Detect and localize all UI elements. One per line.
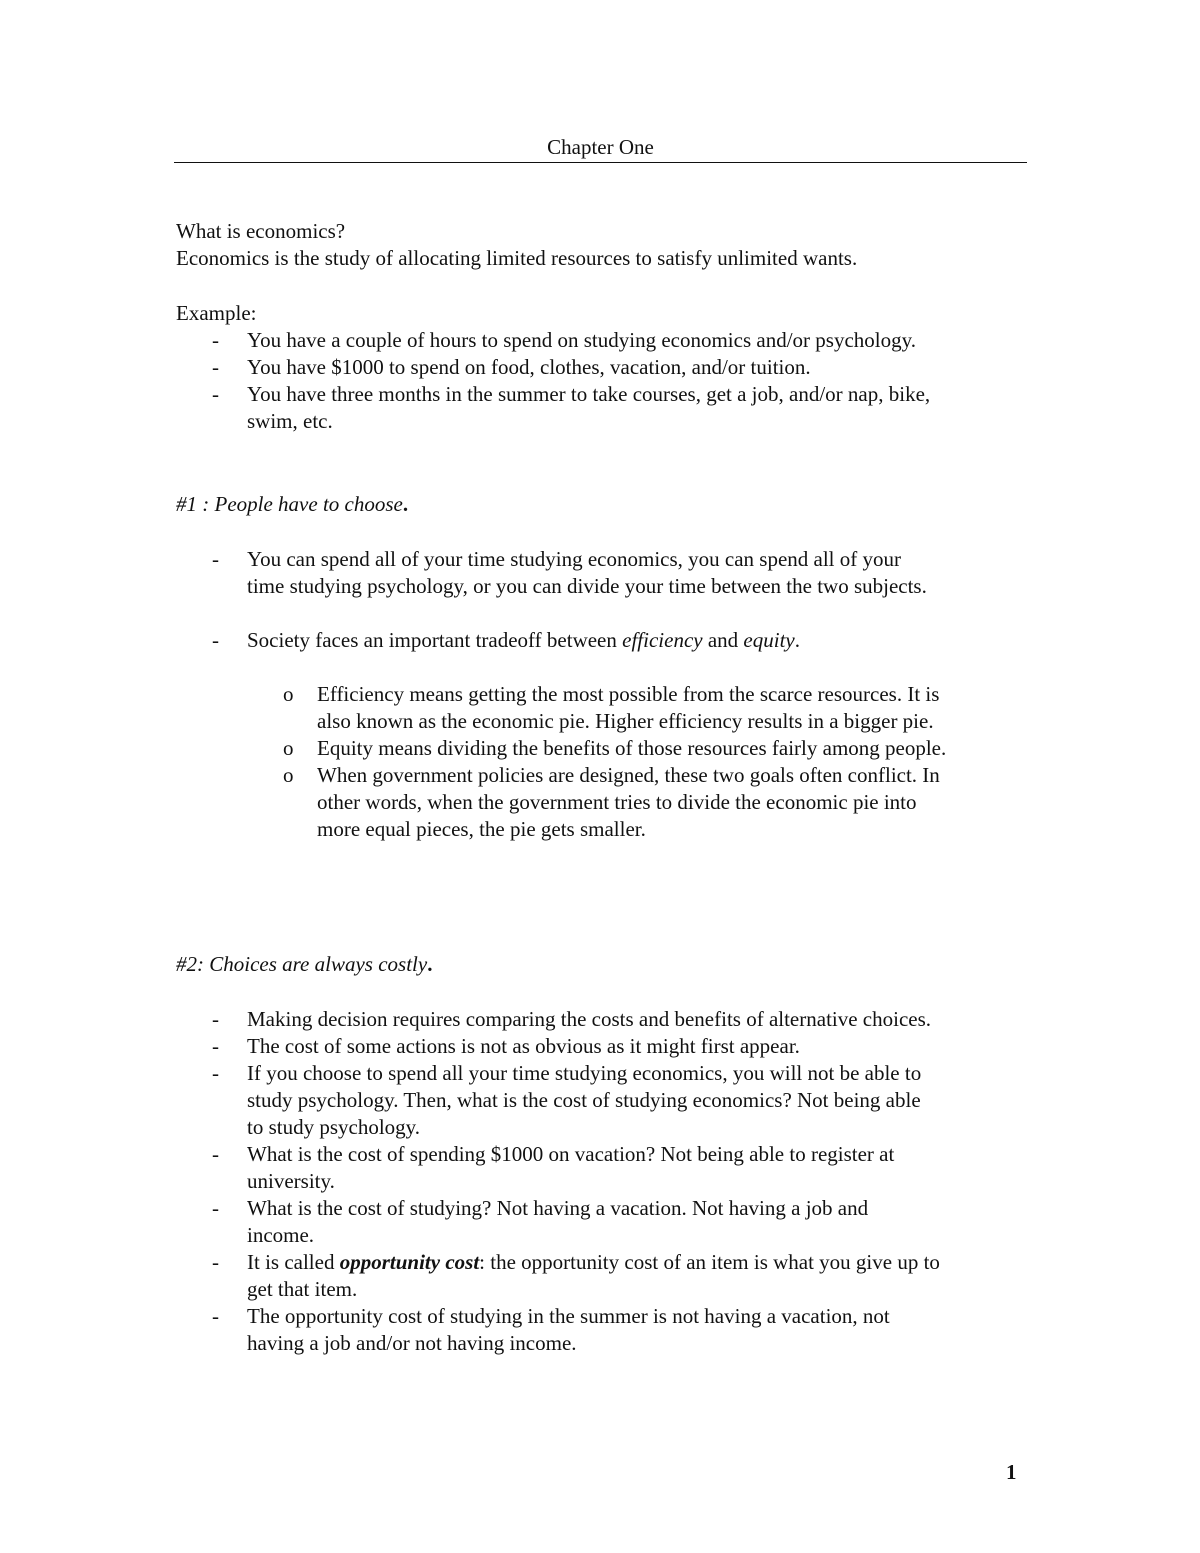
list-item xyxy=(176,354,1036,381)
sub-list-item-text: other words, when the government tries to divide the economic pie into xyxy=(317,790,917,814)
text-run: Society faces an important tradeoff between xyxy=(247,628,623,652)
section-1-sub-list xyxy=(176,681,1036,843)
dash-bullet: - xyxy=(212,382,219,406)
list-item xyxy=(176,1249,1036,1303)
list-item-text: What is the cost of studying? Not having a vacation. Not having a job and xyxy=(247,1196,869,1220)
circle-bullet: o xyxy=(283,763,294,787)
sub-list-item xyxy=(176,762,1036,843)
list-item xyxy=(176,1303,1036,1357)
dash-bullet: - xyxy=(212,1304,219,1328)
circle-bullet: o xyxy=(283,682,294,706)
intro-section xyxy=(176,218,1036,272)
dash-bullet: - xyxy=(212,1007,219,1031)
list-item-text: The opportunity cost of studying in the summer is not having a vacation, not xyxy=(247,1304,890,1328)
sub-list-item-text: When government policies are designed, these two goals often conflict. In xyxy=(317,763,940,787)
section-heading-text: #2: Choices are always costly xyxy=(176,952,428,976)
list-item-text: university. xyxy=(247,1169,335,1193)
intro-definition: Economics is the study of allocating limited resources to satisfy unlimited wants. xyxy=(176,246,858,270)
list-item-text: You have $1000 to spend on food, clothes, vacation, and/or tuition. xyxy=(247,355,811,379)
section-heading-period: . xyxy=(427,952,433,976)
dash-bullet: - xyxy=(212,355,219,379)
sub-list-item-text: Efficiency means getting the most possible from the scarce resources. It is xyxy=(317,682,940,706)
list-item-text: You have three months in the summer to take courses, get a job, and/or nap, bike, xyxy=(247,382,931,406)
page-number: 1 xyxy=(1006,1460,1017,1484)
list-item-text: to study psychology. xyxy=(247,1115,421,1139)
list-item-text: The cost of some actions is not as obvious as it might first appear. xyxy=(247,1034,800,1058)
sub-list-item-text: Equity means dividing the benefits of those resources fairly among people. xyxy=(317,736,947,760)
header-rule xyxy=(174,162,1027,163)
dash-bullet: - xyxy=(212,1250,219,1274)
list-item-text: income. xyxy=(247,1223,315,1247)
section-2-heading xyxy=(176,951,1036,978)
text-run: . xyxy=(794,628,800,652)
list-item-text: study psychology. Then, what is the cost of studying economics? Not being able xyxy=(247,1088,921,1112)
list-item xyxy=(176,1006,1036,1033)
list-item-text: Making decision requires comparing the costs and benefits of alternative choices. xyxy=(247,1007,932,1031)
dash-bullet: - xyxy=(212,547,219,571)
list-item-text: get that item. xyxy=(247,1277,358,1301)
efficiency-term: efficiency xyxy=(622,628,703,652)
list-item xyxy=(176,1141,1036,1195)
section-heading-text: #1 : People have to choose xyxy=(176,492,403,516)
dash-bullet: - xyxy=(212,1142,219,1166)
list-item-text: swim, etc. xyxy=(247,409,333,433)
dash-bullet: - xyxy=(212,1196,219,1220)
list-item xyxy=(176,381,1036,435)
text-run: and xyxy=(702,628,744,652)
list-item xyxy=(176,627,1036,654)
example-section xyxy=(176,300,1036,435)
section-1-item-1 xyxy=(176,546,1036,600)
list-item xyxy=(176,546,1036,600)
list-item-text: You have a couple of hours to spend on studying economics and/or psychology. xyxy=(247,328,916,352)
section-1-heading xyxy=(176,491,1036,518)
opportunity-cost-term: opportunity cost xyxy=(339,1250,480,1274)
sub-list-item xyxy=(176,681,1036,735)
circle-bullet: o xyxy=(283,736,294,760)
list-item xyxy=(176,1060,1036,1141)
list-item xyxy=(176,327,1036,354)
sub-list-item xyxy=(176,735,1036,762)
example-label: Example: xyxy=(176,301,257,325)
list-item-text: time studying psychology, or you can divide your time between the two subjects. xyxy=(247,574,927,598)
list-item xyxy=(176,1033,1036,1060)
section-2-list xyxy=(176,1006,1036,1357)
dash-bullet: - xyxy=(212,1034,219,1058)
list-item-text: If you choose to spend all your time studying economics, you will not be able to xyxy=(247,1061,922,1085)
dash-bullet: - xyxy=(212,1061,219,1085)
list-item xyxy=(176,1195,1036,1249)
dash-bullet: - xyxy=(212,328,219,352)
section-heading-period: . xyxy=(402,492,409,516)
list-item-text xyxy=(247,627,1036,654)
intro-question: What is economics? xyxy=(176,219,346,243)
dash-bullet: - xyxy=(212,628,219,652)
list-item-text: having a job and/or not having income. xyxy=(247,1331,577,1355)
sub-list-item-text: also known as the economic pie. Higher efficiency results in a bigger pie. xyxy=(317,709,934,733)
page-header-title: Chapter One xyxy=(547,135,654,159)
list-item-text xyxy=(247,1249,1036,1276)
sub-list-item-text: more equal pieces, the pie gets smaller. xyxy=(317,817,646,841)
text-run: It is called xyxy=(247,1250,340,1274)
equity-term: equity xyxy=(743,628,795,652)
list-item-text: You can spend all of your time studying economics, you can spend all of your xyxy=(247,547,902,571)
list-item-text: What is the cost of spending $1000 on vacation? Not being able to register at xyxy=(247,1142,895,1166)
text-run: : the opportunity cost of an item is what you give up to xyxy=(479,1250,940,1274)
section-1-item-2 xyxy=(176,627,1036,654)
